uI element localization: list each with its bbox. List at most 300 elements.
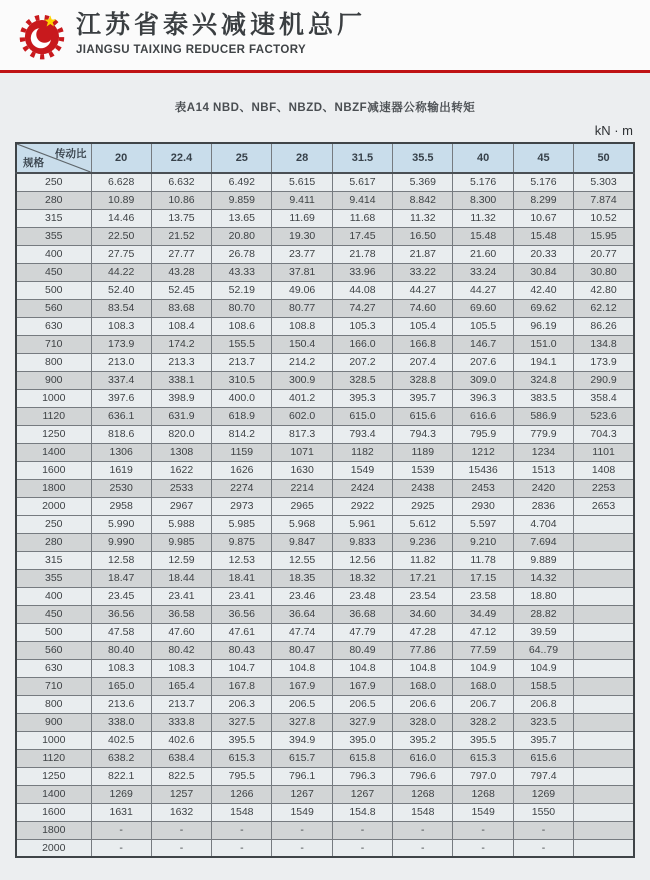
value-cell: 108.8 xyxy=(272,317,332,335)
value-cell: 2533 xyxy=(151,479,211,497)
value-cell: 30.80 xyxy=(574,263,634,281)
value-cell: 1234 xyxy=(513,443,573,461)
value-cell: 155.5 xyxy=(212,335,272,353)
value-cell: 338.1 xyxy=(151,371,211,389)
spec-cell: 800 xyxy=(16,695,91,713)
value-cell: 20.77 xyxy=(574,245,634,263)
value-cell: 1626 xyxy=(212,461,272,479)
value-cell: 44.27 xyxy=(393,281,453,299)
spec-cell: 1250 xyxy=(16,425,91,443)
value-cell: 154.8 xyxy=(332,803,392,821)
table-row xyxy=(16,479,634,497)
corner-label-spec: 规格 xyxy=(23,157,44,169)
value-cell: 5.617 xyxy=(332,173,392,191)
value-cell: 47.60 xyxy=(151,623,211,641)
spec-cell: 315 xyxy=(16,209,91,227)
value-cell: 34.49 xyxy=(453,605,513,623)
value-cell: 797.4 xyxy=(513,767,573,785)
value-cell: 36.64 xyxy=(272,605,332,623)
value-cell: 43.33 xyxy=(212,263,272,281)
table-row xyxy=(16,605,634,623)
value-cell: 27.77 xyxy=(151,245,211,263)
value-cell: 74.60 xyxy=(393,299,453,317)
value-cell: 194.1 xyxy=(513,353,573,371)
value-cell: 83.54 xyxy=(91,299,151,317)
value-cell: 18.47 xyxy=(91,569,151,587)
value-cell: 1513 xyxy=(513,461,573,479)
value-cell: 9.985 xyxy=(151,533,211,551)
spec-cell: 710 xyxy=(16,677,91,695)
value-cell: 26.78 xyxy=(212,245,272,263)
value-cell: 2965 xyxy=(272,497,332,515)
value-cell: 18.32 xyxy=(332,569,392,587)
value-cell: 6.492 xyxy=(212,173,272,191)
value-cell: 2420 xyxy=(513,479,573,497)
value-cell: - xyxy=(332,839,392,857)
spec-cell: 1000 xyxy=(16,389,91,407)
table-row xyxy=(16,803,634,821)
value-cell: 5.990 xyxy=(91,515,151,533)
value-cell: 80.49 xyxy=(332,641,392,659)
value-cell: 395.5 xyxy=(212,731,272,749)
value-cell: 167.8 xyxy=(212,677,272,695)
value-cell: 395.7 xyxy=(393,389,453,407)
value-cell: 11.82 xyxy=(393,551,453,569)
value-cell: 395.3 xyxy=(332,389,392,407)
value-cell: 213.3 xyxy=(151,353,211,371)
value-cell: - xyxy=(212,821,272,839)
value-cell: 615.3 xyxy=(212,749,272,767)
value-cell: 400.0 xyxy=(212,389,272,407)
ratio-header: 20 xyxy=(91,143,151,173)
value-cell: 638.4 xyxy=(151,749,211,767)
value-cell: 9.833 xyxy=(332,533,392,551)
value-cell: 108.3 xyxy=(151,659,211,677)
table-row xyxy=(16,227,634,245)
value-cell: 47.58 xyxy=(91,623,151,641)
value-cell: 817.3 xyxy=(272,425,332,443)
value-cell: 52.19 xyxy=(212,281,272,299)
value-cell: 11.69 xyxy=(272,209,332,227)
value-cell: 1619 xyxy=(91,461,151,479)
value-cell: 18.44 xyxy=(151,569,211,587)
value-cell: 44.08 xyxy=(332,281,392,299)
value-cell: 213.6 xyxy=(91,695,151,713)
value-cell: 1630 xyxy=(272,461,332,479)
value-cell: 310.5 xyxy=(212,371,272,389)
value-cell: 206.6 xyxy=(393,695,453,713)
value-cell: 77.86 xyxy=(393,641,453,659)
value-cell: 2973 xyxy=(212,497,272,515)
value-cell: 12.53 xyxy=(212,551,272,569)
value-cell: 5.597 xyxy=(453,515,513,533)
table-row xyxy=(16,263,634,281)
value-cell: 2424 xyxy=(332,479,392,497)
spec-cell: 630 xyxy=(16,317,91,335)
ratio-header: 25 xyxy=(212,143,272,173)
value-cell: 796.3 xyxy=(332,767,392,785)
value-cell: 206.5 xyxy=(332,695,392,713)
value-cell: 207.2 xyxy=(332,353,392,371)
value-cell: 1212 xyxy=(453,443,513,461)
spec-cell: 355 xyxy=(16,227,91,245)
value-cell: 23.58 xyxy=(453,587,513,605)
table-row xyxy=(16,461,634,479)
value-cell: 166.8 xyxy=(393,335,453,353)
value-cell: 818.6 xyxy=(91,425,151,443)
table-row xyxy=(16,191,634,209)
value-cell: 9.859 xyxy=(212,191,272,209)
value-cell: 324.8 xyxy=(513,371,573,389)
value-cell: 36.68 xyxy=(332,605,392,623)
value-cell: 9.875 xyxy=(212,533,272,551)
spec-cell: 1800 xyxy=(16,821,91,839)
value-cell: 11.32 xyxy=(453,209,513,227)
value-cell: 797.0 xyxy=(453,767,513,785)
value-cell: 9.411 xyxy=(272,191,332,209)
value-cell: 1306 xyxy=(91,443,151,461)
value-cell: 213.7 xyxy=(151,695,211,713)
table-row xyxy=(16,317,634,335)
value-cell: - xyxy=(91,821,151,839)
value-cell: 104.8 xyxy=(332,659,392,677)
value-cell: 631.9 xyxy=(151,407,211,425)
value-cell: 6.628 xyxy=(91,173,151,191)
value-cell: 402.6 xyxy=(151,731,211,749)
value-cell: 8.842 xyxy=(393,191,453,209)
value-cell: 4.704 xyxy=(513,515,573,533)
value-cell: 42.40 xyxy=(513,281,573,299)
value-cell: 52.45 xyxy=(151,281,211,299)
value-cell: - xyxy=(453,839,513,857)
value-cell: 9.210 xyxy=(453,533,513,551)
spec-cell: 1400 xyxy=(16,785,91,803)
value-cell: 36.56 xyxy=(212,605,272,623)
value-cell xyxy=(574,695,634,713)
value-cell: 104.7 xyxy=(212,659,272,677)
value-cell: 22.50 xyxy=(91,227,151,245)
value-cell: 43.28 xyxy=(151,263,211,281)
value-cell: 27.75 xyxy=(91,245,151,263)
value-cell: 166.0 xyxy=(332,335,392,353)
value-cell xyxy=(574,605,634,623)
value-cell: 395.7 xyxy=(513,731,573,749)
value-cell: - xyxy=(332,821,392,839)
value-cell: 168.0 xyxy=(393,677,453,695)
value-cell: 17.21 xyxy=(393,569,453,587)
value-cell: 2530 xyxy=(91,479,151,497)
table-row xyxy=(16,839,634,857)
table-row xyxy=(16,335,634,353)
value-cell: - xyxy=(272,839,332,857)
value-cell: 2930 xyxy=(453,497,513,515)
value-cell: 146.7 xyxy=(453,335,513,353)
value-cell xyxy=(574,515,634,533)
table-row xyxy=(16,425,634,443)
value-cell: 21.52 xyxy=(151,227,211,245)
value-cell: 523.6 xyxy=(574,407,634,425)
spec-cell: 2000 xyxy=(16,497,91,515)
value-cell: 33.22 xyxy=(393,263,453,281)
value-cell: 9.414 xyxy=(332,191,392,209)
value-cell: 44.22 xyxy=(91,263,151,281)
value-cell: 1267 xyxy=(272,785,332,803)
value-cell: 398.9 xyxy=(151,389,211,407)
value-cell xyxy=(574,839,634,857)
spec-cell: 900 xyxy=(16,371,91,389)
value-cell: 168.0 xyxy=(453,677,513,695)
spec-cell: 500 xyxy=(16,281,91,299)
value-cell: 28.82 xyxy=(513,605,573,623)
value-cell: 9.236 xyxy=(393,533,453,551)
spec-cell: 900 xyxy=(16,713,91,731)
value-cell: 33.96 xyxy=(332,263,392,281)
value-cell: 396.3 xyxy=(453,389,513,407)
value-cell: 7.874 xyxy=(574,191,634,209)
value-cell: 1548 xyxy=(393,803,453,821)
value-cell: 602.0 xyxy=(272,407,332,425)
value-cell: 1101 xyxy=(574,443,634,461)
table-row xyxy=(16,497,634,515)
value-cell: 150.4 xyxy=(272,335,332,353)
table-row xyxy=(16,389,634,407)
spec-cell: 280 xyxy=(16,533,91,551)
corner-label-ratio: 传动比 xyxy=(55,148,87,160)
value-cell: 8.300 xyxy=(453,191,513,209)
value-cell: 358.4 xyxy=(574,389,634,407)
value-cell: 10.52 xyxy=(574,209,634,227)
spec-cell: 500 xyxy=(16,623,91,641)
corner-cell xyxy=(16,143,91,173)
value-cell: 328.0 xyxy=(393,713,453,731)
value-cell: 616.6 xyxy=(453,407,513,425)
value-cell: 34.60 xyxy=(393,605,453,623)
table-row xyxy=(16,749,634,767)
value-cell: 23.48 xyxy=(332,587,392,605)
value-cell: 327.5 xyxy=(212,713,272,731)
value-cell xyxy=(574,533,634,551)
table-row xyxy=(16,767,634,785)
value-cell: 638.2 xyxy=(91,749,151,767)
table-row xyxy=(16,695,634,713)
value-cell xyxy=(574,677,634,695)
value-cell: 77.59 xyxy=(453,641,513,659)
value-cell: 80.47 xyxy=(272,641,332,659)
value-cell: 2438 xyxy=(393,479,453,497)
value-cell: 15436 xyxy=(453,461,513,479)
value-cell: - xyxy=(272,821,332,839)
value-cell: 80.70 xyxy=(212,299,272,317)
value-cell: 23.41 xyxy=(212,587,272,605)
catalog-page-body xyxy=(0,73,650,858)
value-cell xyxy=(574,659,634,677)
table-row xyxy=(16,569,634,587)
company-header xyxy=(0,0,650,70)
value-cell: 795.9 xyxy=(453,425,513,443)
value-cell: - xyxy=(212,839,272,857)
value-cell: 7.694 xyxy=(513,533,573,551)
table-row xyxy=(16,245,634,263)
value-cell: 52.40 xyxy=(91,281,151,299)
value-cell: 1548 xyxy=(212,803,272,821)
value-cell xyxy=(574,785,634,803)
value-cell: 2253 xyxy=(574,479,634,497)
value-cell: 80.42 xyxy=(151,641,211,659)
value-cell: 1632 xyxy=(151,803,211,821)
value-cell: 5.968 xyxy=(272,515,332,533)
value-cell: 105.5 xyxy=(453,317,513,335)
value-cell: 1549 xyxy=(332,461,392,479)
value-cell: 5.988 xyxy=(151,515,211,533)
value-cell: 13.75 xyxy=(151,209,211,227)
value-cell: 80.77 xyxy=(272,299,332,317)
value-cell: 1550 xyxy=(513,803,573,821)
value-cell xyxy=(574,713,634,731)
value-cell: 328.5 xyxy=(332,371,392,389)
spec-cell: 1120 xyxy=(16,749,91,767)
value-cell: 47.79 xyxy=(332,623,392,641)
value-cell: 5.176 xyxy=(453,173,513,191)
value-cell: 333.8 xyxy=(151,713,211,731)
value-cell: 814.2 xyxy=(212,425,272,443)
value-cell: 11.68 xyxy=(332,209,392,227)
spec-cell: 710 xyxy=(16,335,91,353)
ratio-header: 45 xyxy=(513,143,573,173)
table-row xyxy=(16,659,634,677)
value-cell: 1257 xyxy=(151,785,211,803)
value-cell: 104.9 xyxy=(513,659,573,677)
value-cell: 11.78 xyxy=(453,551,513,569)
table-header-row xyxy=(16,143,634,173)
value-cell: - xyxy=(513,821,573,839)
value-cell xyxy=(574,623,634,641)
value-cell: 44.27 xyxy=(453,281,513,299)
value-cell: 822.1 xyxy=(91,767,151,785)
torque-table xyxy=(15,142,635,858)
value-cell: 395.0 xyxy=(332,731,392,749)
value-cell: 83.68 xyxy=(151,299,211,317)
value-cell: 1308 xyxy=(151,443,211,461)
value-cell: 167.9 xyxy=(332,677,392,695)
spec-cell: 450 xyxy=(16,263,91,281)
value-cell xyxy=(574,821,634,839)
unit-label: kN · m xyxy=(594,123,633,138)
spec-cell: 1800 xyxy=(16,479,91,497)
value-cell: 15.48 xyxy=(453,227,513,245)
spec-cell: 1600 xyxy=(16,461,91,479)
value-cell: 615.0 xyxy=(332,407,392,425)
spec-cell: 450 xyxy=(16,605,91,623)
value-cell: 796.1 xyxy=(272,767,332,785)
table-row xyxy=(16,551,634,569)
value-cell xyxy=(574,749,634,767)
value-cell: 328.2 xyxy=(453,713,513,731)
value-cell: 5.612 xyxy=(393,515,453,533)
table-row xyxy=(16,713,634,731)
value-cell: 104.8 xyxy=(272,659,332,677)
value-cell: 206.5 xyxy=(272,695,332,713)
value-cell: 105.4 xyxy=(393,317,453,335)
value-cell: 36.58 xyxy=(151,605,211,623)
value-cell: 1269 xyxy=(513,785,573,803)
value-cell: - xyxy=(393,839,453,857)
value-cell: 108.3 xyxy=(91,317,151,335)
table-title: 表A14 NBD、NBF、NBZD、NBZF减速器公称输出转矩 xyxy=(174,102,476,114)
value-cell: 9.847 xyxy=(272,533,332,551)
value-cell: 394.9 xyxy=(272,731,332,749)
value-cell: 1159 xyxy=(212,443,272,461)
value-cell: 328.8 xyxy=(393,371,453,389)
table-row xyxy=(16,821,634,839)
value-cell: 1631 xyxy=(91,803,151,821)
value-cell: 10.86 xyxy=(151,191,211,209)
value-cell: 704.3 xyxy=(574,425,634,443)
value-cell: 327.9 xyxy=(332,713,392,731)
value-cell: 309.0 xyxy=(453,371,513,389)
value-cell: 12.55 xyxy=(272,551,332,569)
value-cell: 206.8 xyxy=(513,695,573,713)
value-cell: 80.43 xyxy=(212,641,272,659)
value-cell: 96.19 xyxy=(513,317,573,335)
spec-cell: 280 xyxy=(16,191,91,209)
table-row xyxy=(16,641,634,659)
spec-cell: 560 xyxy=(16,641,91,659)
value-cell: 1189 xyxy=(393,443,453,461)
value-cell: 42.80 xyxy=(574,281,634,299)
value-cell: 62.12 xyxy=(574,299,634,317)
value-cell: 10.67 xyxy=(513,209,573,227)
value-cell: 173.9 xyxy=(91,335,151,353)
value-cell: 5.176 xyxy=(513,173,573,191)
table-row xyxy=(16,533,634,551)
value-cell: 2453 xyxy=(453,479,513,497)
value-cell: 9.889 xyxy=(513,551,573,569)
value-cell: 2922 xyxy=(332,497,392,515)
value-cell: 397.6 xyxy=(91,389,151,407)
table-row xyxy=(16,587,634,605)
table-row xyxy=(16,677,634,695)
value-cell: 206.7 xyxy=(453,695,513,713)
value-cell: 165.4 xyxy=(151,677,211,695)
value-cell: 18.35 xyxy=(272,569,332,587)
value-cell: 9.990 xyxy=(91,533,151,551)
value-cell: 1071 xyxy=(272,443,332,461)
value-cell: 615.3 xyxy=(453,749,513,767)
value-cell: 323.5 xyxy=(513,713,573,731)
value-cell: 17.15 xyxy=(453,569,513,587)
value-cell: 615.7 xyxy=(272,749,332,767)
value-cell: 207.6 xyxy=(453,353,513,371)
spec-cell: 355 xyxy=(16,569,91,587)
value-cell: 337.4 xyxy=(91,371,151,389)
table-row xyxy=(16,407,634,425)
spec-cell: 560 xyxy=(16,299,91,317)
value-cell: 11.32 xyxy=(393,209,453,227)
value-cell: 21.78 xyxy=(332,245,392,263)
ratio-header: 28 xyxy=(272,143,332,173)
value-cell: 1268 xyxy=(453,785,513,803)
value-cell: 2214 xyxy=(272,479,332,497)
value-cell: - xyxy=(453,821,513,839)
value-cell: 47.61 xyxy=(212,623,272,641)
value-cell: 108.4 xyxy=(151,317,211,335)
table-row xyxy=(16,281,634,299)
company-name-en: JIANGSU TAIXING REDUCER FACTORY xyxy=(76,44,307,56)
spec-cell: 1120 xyxy=(16,407,91,425)
ratio-header: 50 xyxy=(574,143,634,173)
value-cell: 104.8 xyxy=(393,659,453,677)
value-cell: 108.3 xyxy=(91,659,151,677)
